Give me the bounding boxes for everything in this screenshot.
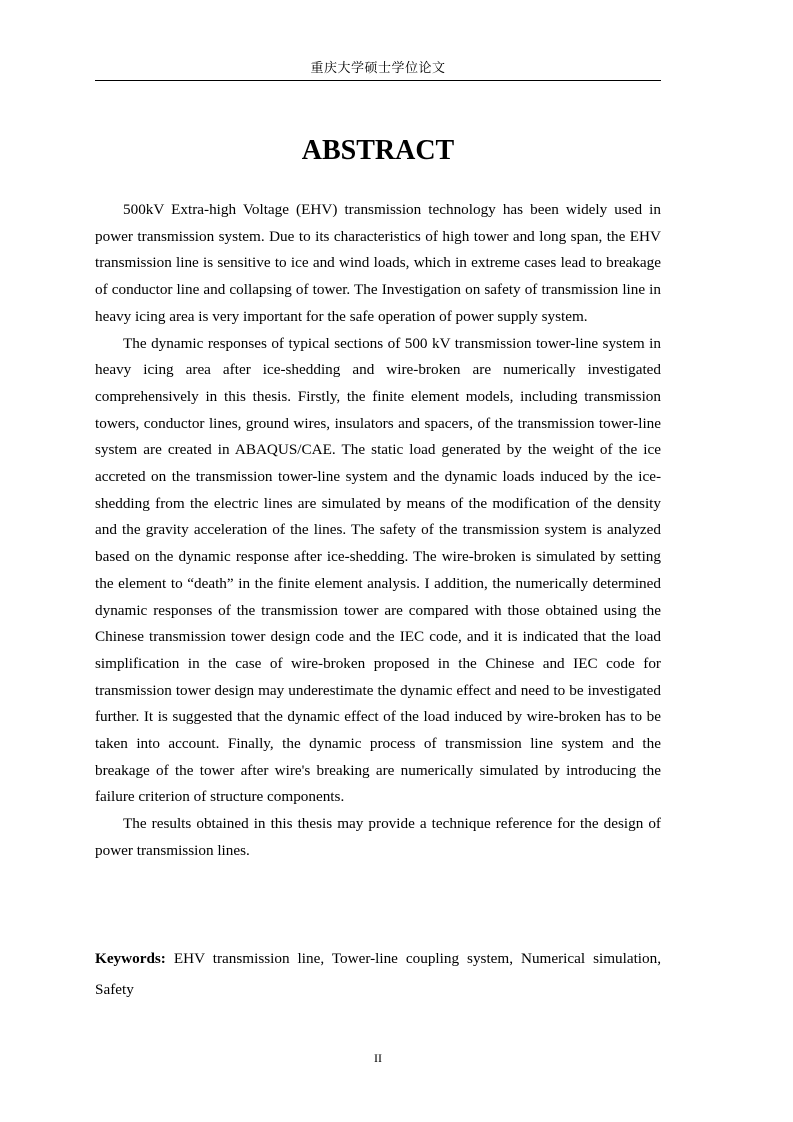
keywords-label: Keywords: — [95, 950, 166, 967]
abstract-body — [95, 197, 661, 865]
header-rule — [95, 80, 661, 81]
running-header: 重庆大学硕士学位论文 — [310, 61, 446, 76]
abstract-paragraph-2: The dynamic responses of typical sections of 500 kV transmission tower-line system in heavy icing area after ice-shedding and wire-broken are numerically investigated comprehensively in this thesis. Firstly, the finite element models, including transmission towers, conductor lines, ground wires, insulators and spacers, of the transmission tower-line system are created in ABAQUS/CAE. The static load generated by the weight of the ice accreted on the transmission tower-line system and the dynamic loads induced by the ice-shedding from the electric lines are simulated by means of the modification of the density and the gravity acceleration of the lines. The safety of the transmission system is analyzed based on the dynamic response after ice-shedding. The wire-broken is simulated by setting the element to “death” in the finite element analysis. I addition, the numerically determined dynamic responses of the transmission tower are compared with those obtained using the Chinese transmission tower design code and the IEC code, and it is indicated that the load simplification in the case of wire-broken proposed in the Chinese and IEC code for transmission tower design may underestimate the dynamic effect and need to be investigated further. It is suggested that the dynamic effect of the load induced by wire-broken has to be taken into account. Finally, the dynamic process of transmission line system and the breakage of the tower after wire's breaking are numerically simulated by introducing the failure criterion of structure components. — [95, 334, 661, 806]
keywords-line — [95, 943, 661, 1005]
page-number: II — [374, 1051, 382, 1065]
keywords-text: EHV transmission line, Tower-line coupling system, Numerical simulation, Safety — [95, 950, 661, 998]
abstract-paragraph-1: 500kV Extra-high Voltage (EHV) transmission technology has been widely used in power transmission system. Due to its characteristics of high tower and long span, the EHV transmission line is sensitive to ice and wind loads, which in extreme cases lead to breakage of conductor line and collapsing of tower. The Investigation on safety of transmission line in heavy icing area is very important for the safe operation of power supply system. — [95, 201, 661, 325]
abstract-title: ABSTRACT — [301, 135, 455, 166]
abstract-paragraph-3: The results obtained in this thesis may provide a technique reference for the design of power transmission lines. — [95, 815, 661, 859]
